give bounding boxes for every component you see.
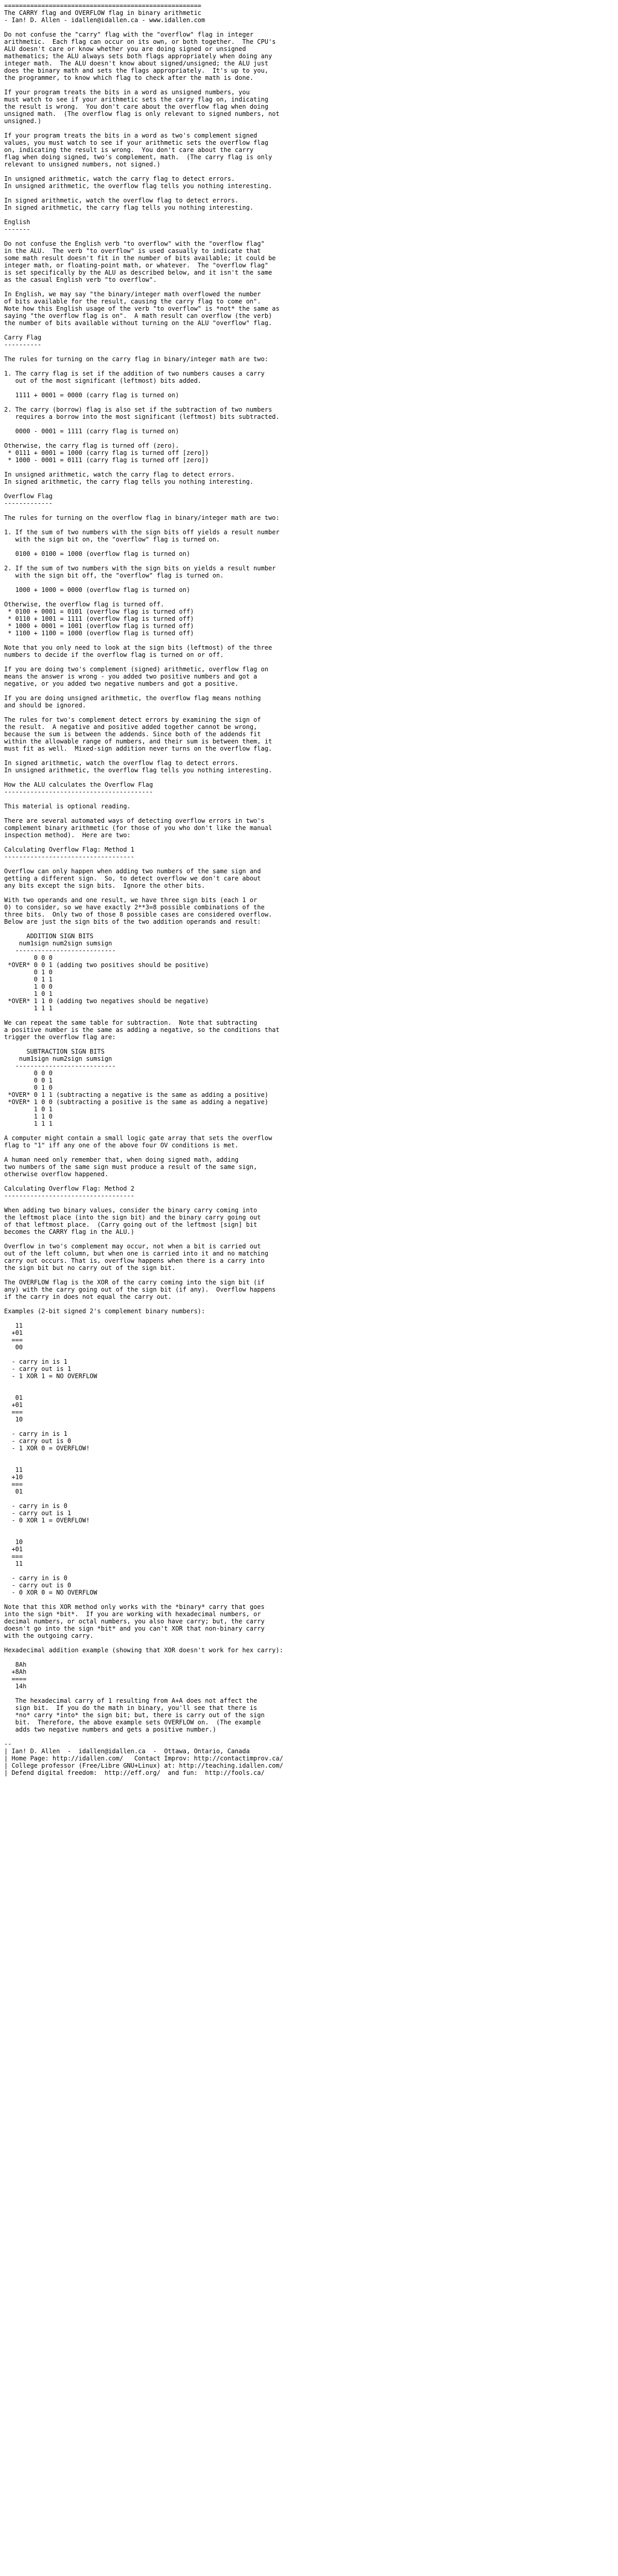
text-line: === — [4, 1481, 23, 1488]
text-line: === — [4, 1409, 23, 1416]
text-line: 1 0 1 — [4, 1106, 53, 1113]
text-line: | Defend digital freedom: http://eff.org/ and fun: http://fools.ca/ — [4, 1769, 265, 1776]
text-line: Examples (2-bit signed 2's complement binary numbers): — [4, 1308, 205, 1315]
text-line: mathematics; the ALU always sets both flags appropriately when doing any — [4, 53, 272, 60]
text-line: Calculating Overflow Flag: Method 2 — [4, 1185, 134, 1192]
text-line: any) with the carry going out of the sign bit (if any). Overflow happens — [4, 1286, 276, 1293]
text-line: unsigned.) — [4, 117, 42, 125]
text-line: is set specifically by the ALU as described below, and it isn't the same — [4, 269, 272, 276]
text-line: Do not confuse the "carry" flag with the "overflow" flag in integer — [4, 31, 254, 38]
text-line: ADDITION SIGN BITS — [4, 933, 94, 940]
text-line: integer math. The ALU doesn't know about signed/unsigned; the ALU just — [4, 60, 268, 67]
text-line: Note how this English usage of the verb "to overflow" is *not* the same as — [4, 305, 280, 312]
text-line: the sign bit but no carry out of the sign bit. — [4, 1264, 176, 1272]
text-line: ===================================================== — [4, 2, 201, 9]
text-line: - carry out is 0 — [4, 1437, 72, 1445]
text-line: Overflow can only happen when adding two numbers of the same sign and — [4, 868, 261, 875]
text-line: of that leftmost place. (Carry going out of the leftmost [sign] bit — [4, 1221, 258, 1228]
text-line: With two operands and one result, we have three sign bits (each 1 or — [4, 896, 258, 904]
text-line: sign bit. If you do the math in binary, you'll see that there is — [4, 1704, 258, 1711]
text-line: 01 — [4, 1394, 23, 1401]
text-line: A human need only remember that, when doing signed math, adding — [4, 1156, 239, 1163]
text-line: 0 0 0 — [4, 1070, 53, 1077]
text-line: relevant to unsigned numbers, not signed.) — [4, 161, 161, 168]
text-line: - carry out is 0 — [4, 1582, 72, 1589]
text-line: - carry in is 0 — [4, 1502, 67, 1510]
text-line: - 0 XOR 0 = NO OVERFLOW — [4, 1589, 97, 1596]
text-line: requires a borrow into the most significant (leftmost) bits subtracted. — [4, 413, 280, 420]
text-line: If you are doing unsigned arithmetic, the overflow flag means nothing — [4, 694, 261, 702]
text-line: the result is wrong. You don't care about the overflow flag when doing — [4, 103, 268, 110]
text-line: 1111 + 0001 = 0000 (carry flag is turned on) — [4, 392, 179, 399]
text-line: In signed arithmetic, watch the overflow flag to detect errors. — [4, 197, 239, 204]
text-line: 11 — [4, 1560, 23, 1567]
text-line: out of the left column, but when one is carried into it and no matching — [4, 1250, 268, 1257]
text-line: some math result doesn't fit in the number of bits available; it could be — [4, 255, 276, 262]
text-line: * 1100 + 1100 = 1000 (overflow flag is turned off) — [4, 630, 194, 637]
text-line: ------- — [4, 226, 30, 233]
text-line: 1 1 0 — [4, 1113, 53, 1120]
text-line: +10 — [4, 1473, 23, 1481]
text-line: values, you must watch to see if your arithmetic sets the overflow flag — [4, 139, 268, 146]
text-line: 1 0 1 — [4, 990, 53, 997]
text-line: *OVER* 1 0 0 (subtracting a positive is the same as adding a negative) — [4, 1098, 268, 1106]
text-line: | College professor (Free/Libre GNU+Linux) at: http://teaching.idallen.com/ — [4, 1762, 283, 1769]
text-line: 0 0 0 — [4, 954, 53, 961]
text-line: === — [4, 1553, 23, 1560]
text-line: | Ian! D. Allen - idallen@idallen.ca - Ottawa, Ontario, Canada — [4, 1748, 250, 1755]
text-line: In unsigned arithmetic, the overflow flag tells you nothing interesting. — [4, 182, 272, 190]
text-line: 0 1 0 — [4, 1084, 53, 1091]
text-line: We can repeat the same table for subtraction. Note that subtracting — [4, 1019, 258, 1026]
text-line: with the sign bit off, the "overflow" flag is turned on. — [4, 572, 224, 579]
text-line: In English, we may say "the binary/integer math overflowed the number — [4, 291, 261, 298]
text-line: The rules for two's complement detect errors by examining the sign of — [4, 716, 261, 723]
text-line: === — [4, 1336, 23, 1344]
text-line: arithmetic. Each flag can occur on its own, or both together. The CPU's — [4, 38, 276, 45]
text-line: Note that you only need to look at the sign bits (leftmost) of the three — [4, 644, 272, 651]
text-line: In signed arithmetic, the carry flag tells you nothing interesting. — [4, 478, 254, 485]
text-line: 1. The carry flag is set if the addition of two numbers causes a carry — [4, 370, 265, 377]
text-line: Do not confuse the English verb "to overflow" with the "overflow flag" — [4, 240, 265, 247]
text-line: 0 0 1 — [4, 1077, 53, 1084]
text-line: Otherwise, the overflow flag is turned off. — [4, 601, 164, 608]
text-line: unsigned math. (The overflow flag is only relevant to signed numbers, not — [4, 110, 280, 117]
text-line: * 0111 + 0001 = 1000 (carry flag is turned off [zero]) — [4, 449, 209, 456]
text-line: +01 — [4, 1329, 23, 1336]
text-line: ----------------------------------- — [4, 1192, 134, 1199]
text-line: on, indicating the result is wrong. You don't care about the carry — [4, 146, 254, 154]
text-line: two numbers of the same sign must produce a result of the same sign, — [4, 1163, 258, 1171]
text-line: - 1 XOR 0 = OVERFLOW! — [4, 1445, 90, 1452]
text-line: if the carry in does not equal the carry out. — [4, 1293, 172, 1300]
text-line: ==== — [4, 1675, 27, 1683]
text-line: 0 1 0 — [4, 969, 53, 976]
text-line: 01 — [4, 1488, 23, 1495]
text-line: trigger the overflow flag are: — [4, 1033, 116, 1041]
text-line: Below are just the sign bits of the two addition operands and result: — [4, 918, 261, 925]
text-line: Otherwise, the carry flag is turned off (zero). — [4, 442, 179, 449]
text-line: becomes the CARRY flag in the ALU.) — [4, 1228, 134, 1235]
text-line: ------------- — [4, 500, 53, 507]
text-line: This material is optional reading. — [4, 803, 131, 810]
text-line: saying "the overflow flag is on". A math result can overflow (the verb) — [4, 312, 272, 319]
text-line: 1000 + 1000 = 0000 (overflow flag is turned on) — [4, 586, 191, 594]
text-line: A computer might contain a small logic gate array that sets the overflow — [4, 1134, 272, 1142]
text-line: Hexadecimal addition example (showing that XOR doesn't work for hex carry): — [4, 1647, 283, 1654]
text-line: out of the most significant (leftmost) bits added. — [4, 377, 201, 384]
text-line: - 1 XOR 1 = NO OVERFLOW — [4, 1372, 97, 1380]
text-line: -- — [4, 1740, 12, 1748]
text-line: 00 — [4, 1344, 23, 1351]
text-line: 10 — [4, 1538, 23, 1546]
text-line: as the casual English verb "to overflow". — [4, 276, 157, 283]
text-line: into the sign *bit*. If you are working with hexadecimal numbers, or — [4, 1611, 261, 1618]
text-line: must fit as well. Mixed-sign addition never turns on the overflow flag. — [4, 745, 272, 752]
text-line: flag to "1" iff any one of the above four OV conditions is met. — [4, 1142, 239, 1149]
text-line: +01 — [4, 1401, 23, 1409]
text-line: and should be ignored. — [4, 702, 86, 709]
text-line: *no* carry *into* the sign bit; but, there is carry out of the sign — [4, 1711, 265, 1719]
text-line: 0100 + 0100 = 1000 (overflow flag is turned on) — [4, 550, 191, 557]
text-line: does the binary math and sets the flags appropriately. It's up to you, — [4, 67, 268, 74]
text-line: *OVER* 0 0 1 (adding two positives should be positive) — [4, 961, 209, 969]
text-line: 2. The carry (borrow) flag is also set if the subtraction of two numbers — [4, 406, 272, 413]
text-line: Note that this XOR method only works with the *binary* carry that goes — [4, 1603, 265, 1611]
text-line: 10 — [4, 1416, 23, 1423]
text-line: --------------------------- — [4, 947, 116, 954]
text-line: ALU doesn't care or know whether you are doing signed or unsigned — [4, 45, 246, 53]
text-line: * 1000 + 0001 = 1001 (overflow flag is turned off) — [4, 622, 194, 630]
text-line: * 0110 + 1001 = 1111 (overflow flag is turned off) — [4, 615, 194, 622]
text-line: within the allowable range of numbers, and their sum is between them, it — [4, 738, 272, 745]
text-line: In signed arithmetic, the carry flag tells you nothing interesting. — [4, 204, 254, 211]
text-line: numbers to decide if the overflow flag is turned on or off. — [4, 651, 224, 658]
text-line: When adding two binary values, consider the binary carry coming into — [4, 1207, 258, 1214]
text-line: ----------------------------------- — [4, 853, 134, 860]
text-line: The rules for turning on the overflow flag in binary/integer math are two: — [4, 514, 280, 521]
text-line: If you are doing two's complement (signed) arithmetic, overflow flag on — [4, 666, 268, 673]
text-line: - Ian! D. Allen - idallen@idallen.ca - www.idallen.com — [4, 16, 205, 24]
text-line: In unsigned arithmetic, watch the carry flag to detect errors. — [4, 471, 235, 478]
text-line: The OVERFLOW flag is the XOR of the carry coming into the sign bit (if — [4, 1279, 265, 1286]
text-line: - carry in is 1 — [4, 1430, 67, 1437]
text-line: in the ALU. The verb "to overflow" is used casually to indicate that — [4, 247, 261, 255]
text-line: 2. If the sum of two numbers with the sign bits on yields a result number — [4, 565, 276, 572]
text-line: complement binary arithmetic (for those of you who don't like the manual — [4, 824, 272, 832]
text-line: --------------------------- — [4, 1062, 116, 1070]
text-line: | Home Page: http://idallen.com/ Contact Improv: http://contactimprov.ca/ — [4, 1755, 283, 1762]
text-line: +8Ah — [4, 1668, 27, 1675]
text-line: *OVER* 0 1 1 (subtracting a negative is the same as adding a positive) — [4, 1091, 268, 1098]
text-line: the number of bits available without turning on the ALU "overflow" flag. — [4, 319, 272, 327]
text-line: three bits. Only two of those 8 possible cases are considered overflow. — [4, 911, 272, 918]
text-line: otherwise overflow happened. — [4, 1171, 109, 1178]
text-line: If your program treats the bits in a word as unsigned numbers, you — [4, 89, 250, 96]
text-line: negative, or you added two negative numbers and got a positive. — [4, 680, 239, 687]
text-line: *OVER* 1 1 0 (adding two negatives should be negative) — [4, 997, 209, 1005]
text-line: - carry in is 1 — [4, 1358, 67, 1365]
text-line: In unsigned arithmetic, watch the carry flag to detect errors. — [4, 175, 235, 182]
text-line: decimal numbers, or octal numbers, you also have carry; but, the carry — [4, 1618, 265, 1625]
text-line: Calculating Overflow Flag: Method 1 — [4, 846, 134, 853]
text-line: 1. If the sum of two numbers with the sign bits off yields a result number — [4, 529, 280, 536]
text-line: * 1000 - 0001 = 0111 (carry flag is turned off [zero]) — [4, 456, 209, 464]
text-line: 0000 - 0001 = 1111 (carry flag is turned on) — [4, 428, 179, 435]
text-line: If your program treats the bits in a word as two's complement signed — [4, 132, 258, 139]
text-line: - 0 XOR 1 = OVERFLOW! — [4, 1517, 90, 1524]
text-line: carry out occurs. That is, overflow happens when there is a carry into — [4, 1257, 265, 1264]
text-line: with the outgoing carry. — [4, 1632, 94, 1639]
text-line: must watch to see if your arithmetic sets the carry flag on, indicating — [4, 96, 268, 103]
text-line: There are several automated ways of detecting overflow errors in two's — [4, 817, 265, 824]
text-line: 1 1 1 — [4, 1005, 53, 1012]
text-line: * 0100 + 0001 = 0101 (overflow flag is turned off) — [4, 608, 194, 615]
text-line: the result. A negative and positive added together cannot be wrong, — [4, 723, 258, 731]
text-line: integer math, or floating-point math, or whatever. The "overflow flag" — [4, 262, 268, 269]
text-line: The CARRY flag and OVERFLOW flag in binary arithmetic — [4, 9, 201, 16]
text-line: 14h — [4, 1683, 27, 1690]
text-line: any bits except the sign bits. Ignore the other bits. — [4, 882, 205, 889]
text-line: because the sum is between the addends. Since both of the addends fit — [4, 731, 261, 738]
text-line: adds two negative numbers and gets a positive number.) — [4, 1726, 216, 1733]
text-line: How the ALU calculates the Overflow Flag — [4, 781, 153, 788]
text-line: SUBTRACTION SIGN BITS — [4, 1048, 105, 1055]
text-line: Carry Flag — [4, 334, 42, 341]
text-line: Overflow in two's complement may occur, not when a bit is carried out — [4, 1243, 261, 1250]
text-line: num1sign num2sign sumsign — [4, 940, 112, 947]
text-line: ---------- — [4, 341, 42, 348]
text-line: - carry out is 1 — [4, 1510, 72, 1517]
text-line: getting a different sign. So, to detect overflow we don't care about — [4, 875, 261, 882]
text-line: of bits available for the result, causing the carry flag to come on". — [4, 298, 261, 305]
text-line: inspection method). Here are two: — [4, 832, 131, 839]
text-line: means the answer is wrong - you added two positive numbers and got a — [4, 673, 258, 680]
text-line: 11 — [4, 1322, 23, 1329]
text-line: 0) to consider, so we have exactly 2**3=8 possible combinations of the — [4, 904, 265, 911]
text-line: 1 1 1 — [4, 1120, 53, 1127]
text-line: flag when doing signed, two's complement, math. (The carry flag is only — [4, 154, 272, 161]
text-line: - carry out is 1 — [4, 1365, 72, 1372]
text-line: +01 — [4, 1546, 23, 1553]
document-text — [4, 2, 612, 2576]
text-line: The rules for turning on the carry flag in binary/integer math are two: — [4, 355, 268, 363]
text-line: 8Ah — [4, 1661, 27, 1668]
text-line: doesn't go into the sign *bit* and you can't XOR that non-binary carry — [4, 1625, 265, 1632]
text-line: ---------------------------------------- — [4, 788, 153, 795]
text-line: 0 1 1 — [4, 976, 53, 983]
text-line: the leftmost place (into the sign bit) and the binary carry going out — [4, 1214, 261, 1221]
text-line: In signed arithmetic, watch the overflow flag to detect errors. — [4, 759, 239, 767]
text-line: 11 — [4, 1466, 23, 1473]
text-line: with the sign bit on, the "overflow" flag is turned on. — [4, 536, 220, 543]
text-line: bit. Therefore, the above example sets OVERFLOW on. (The example — [4, 1719, 261, 1726]
text-line: 1 0 0 — [4, 983, 53, 990]
text-line: a positive number is the same as adding a negative, so the conditions that — [4, 1026, 280, 1033]
text-line: The hexadecimal carry of 1 resulting from A+A does not affect the — [4, 1697, 258, 1704]
text-line: - carry in is 0 — [4, 1574, 67, 1582]
text-line: In unsigned arithmetic, the overflow flag tells you nothing interesting. — [4, 767, 272, 774]
text-line: the programmer, to know which flag to check after the math is done. — [4, 74, 254, 81]
text-line: num1sign num2sign sumsign — [4, 1055, 112, 1062]
text-line: English — [4, 218, 30, 226]
text-line: Overflow Flag — [4, 493, 53, 500]
